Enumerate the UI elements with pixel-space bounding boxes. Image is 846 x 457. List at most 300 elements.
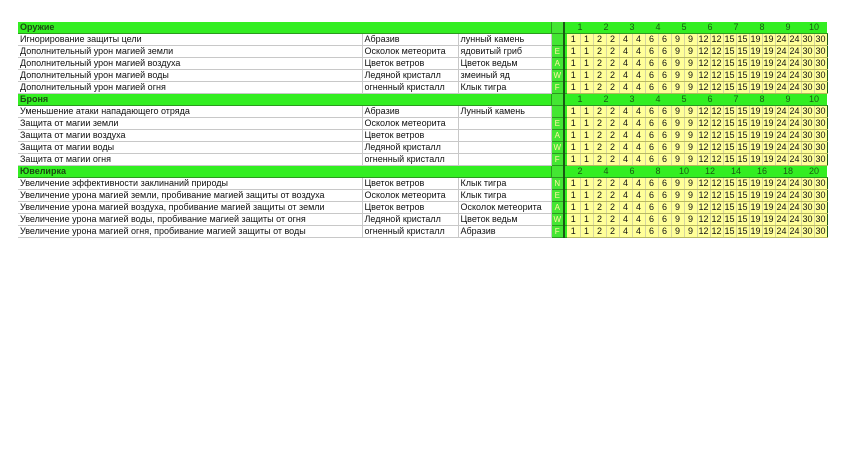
level-value-cell[interactable]: 6 [658,202,671,214]
level-header-number[interactable]: 9 [775,94,801,106]
level-value-cell[interactable]: 30 [802,34,813,44]
level-value-cell[interactable]: 9 [671,82,684,94]
level-value-cell[interactable]: 9 [684,58,697,70]
level-value-cell[interactable]: 30 [815,130,826,140]
level-value-cell[interactable]: 2 [593,202,606,214]
level-value-cell[interactable]: 12 [698,118,709,128]
level-value-cell[interactable]: 30 [815,190,826,200]
level-value-cell[interactable]: 2 [606,34,619,46]
level-value-cell[interactable]: 12 [698,226,709,236]
material-1-cell[interactable]: Осколок метеорита [362,190,458,202]
level-header-number[interactable]: 10 [671,166,697,178]
level-value-cell[interactable]: 4 [619,154,632,166]
level-value-cell[interactable]: 24 [789,190,800,200]
level-value-cell[interactable]: 2 [606,142,619,154]
level-value-cell[interactable]: 19 [763,70,774,80]
level-header-number[interactable]: 1 [567,22,593,34]
level-value-cell[interactable]: 1 [580,130,593,142]
material-2-cell[interactable]: змеиный яд [458,70,551,82]
level-value-cell[interactable]: 2 [593,106,606,118]
level-value-cell[interactable]: 15 [724,34,735,44]
level-value-cell[interactable]: 1 [567,118,580,130]
level-value-cell[interactable]: 19 [750,142,761,152]
level-value-cell[interactable]: 19 [750,106,761,116]
level-value-cell[interactable]: 30 [802,130,813,140]
level-value-cell[interactable]: 24 [776,226,787,236]
level-value-cell[interactable]: 2 [606,178,619,190]
level-value-cell[interactable]: 15 [724,106,735,116]
level-header-number[interactable]: 18 [775,166,801,178]
material-1-cell[interactable]: огненный кристалл [362,82,458,94]
level-value-cell[interactable]: 19 [763,154,774,164]
level-value-cell[interactable]: 9 [671,58,684,70]
level-value-cell[interactable]: 4 [632,142,645,154]
level-value-cell[interactable]: 1 [580,190,593,202]
level-value-cell[interactable]: 1 [567,46,580,58]
level-value-cell[interactable]: 12 [698,58,709,68]
level-value-cell[interactable]: 24 [789,202,800,212]
level-value-cell[interactable]: 30 [815,70,826,80]
level-value-cell[interactable]: 12 [711,34,722,44]
level-value-cell[interactable]: 24 [776,130,787,140]
level-value-cell[interactable]: 15 [724,202,735,212]
bonus-name-cell[interactable]: Увеличение эффективности заклинаний природы [18,178,362,190]
level-value-cell[interactable]: 1 [567,82,580,94]
level-value-cell[interactable]: 24 [789,130,800,140]
level-value-cell[interactable]: 19 [750,46,761,56]
level-value-cell[interactable]: 9 [671,118,684,130]
level-value-cell[interactable]: 15 [737,46,748,56]
level-value-cell[interactable]: 2 [593,46,606,58]
level-value-cell[interactable]: 19 [763,214,774,224]
level-value-cell[interactable]: 1 [580,202,593,214]
level-value-cell[interactable]: 15 [737,142,748,152]
level-value-cell[interactable]: 6 [645,82,658,94]
level-value-cell[interactable]: 2 [606,58,619,70]
level-header-number[interactable]: 4 [645,94,671,106]
level-value-cell[interactable]: 4 [619,130,632,142]
level-value-cell[interactable]: 15 [724,46,735,56]
level-value-cell[interactable]: 19 [763,190,774,200]
level-value-cell[interactable]: 30 [815,46,826,56]
level-value-cell[interactable]: 2 [593,58,606,70]
level-value-cell[interactable]: 4 [632,46,645,58]
level-value-cell[interactable]: 12 [711,58,722,68]
level-header-number[interactable]: 9 [775,22,801,34]
material-2-cell[interactable]: ядовитый гриб [458,46,551,58]
level-value-cell[interactable]: 2 [593,82,606,94]
level-value-cell[interactable]: 4 [619,226,632,238]
level-header-number[interactable]: 16 [749,166,775,178]
level-value-cell[interactable]: 1 [580,118,593,130]
level-value-cell[interactable]: 6 [658,82,671,94]
level-value-cell[interactable]: 6 [658,142,671,154]
bonus-name-cell[interactable]: Увеличение урона магией воды, пробивание магией защиты от огня [18,214,362,226]
level-value-cell[interactable]: 1 [580,34,593,46]
level-value-cell[interactable]: 9 [684,70,697,82]
level-value-cell[interactable]: 9 [671,46,684,58]
level-header-number[interactable]: 10 [801,22,827,34]
level-value-cell[interactable]: 1 [567,106,580,118]
level-value-cell[interactable]: 1 [580,58,593,70]
level-value-cell[interactable]: 4 [632,226,645,238]
level-header-number[interactable]: 8 [749,22,775,34]
level-value-cell[interactable]: 2 [606,214,619,226]
level-value-cell[interactable]: 4 [632,202,645,214]
level-value-cell[interactable]: 19 [750,70,761,80]
level-value-cell[interactable]: 19 [763,34,774,44]
bonus-name-cell[interactable]: Увеличение урона магией огня, пробивание магией защиты от воды [18,226,362,238]
level-value-cell[interactable]: 12 [698,190,709,200]
level-value-cell[interactable]: 30 [802,190,813,200]
material-2-cell[interactable] [458,154,551,166]
level-value-cell[interactable]: 6 [645,190,658,202]
level-value-cell[interactable]: 6 [658,190,671,202]
level-value-cell[interactable]: 30 [815,154,826,164]
level-value-cell[interactable]: 24 [776,106,787,116]
level-value-cell[interactable]: 4 [632,130,645,142]
material-1-cell[interactable]: огненный кристалл [362,154,458,166]
level-value-cell[interactable]: 6 [645,130,658,142]
level-value-cell[interactable]: 24 [776,34,787,44]
level-value-cell[interactable]: 12 [711,178,722,188]
level-value-cell[interactable]: 9 [684,214,697,226]
level-value-cell[interactable]: 9 [671,70,684,82]
level-value-cell[interactable]: 24 [789,178,800,188]
level-value-cell[interactable]: 9 [684,34,697,46]
level-value-cell[interactable]: 1 [580,46,593,58]
level-value-cell[interactable]: 6 [658,178,671,190]
level-header-number[interactable]: 8 [645,166,671,178]
level-value-cell[interactable]: 4 [619,82,632,94]
level-header-number[interactable]: 7 [723,22,749,34]
level-value-cell[interactable]: 6 [658,130,671,142]
element-letter-cell[interactable]: F [551,226,564,238]
level-value-cell[interactable]: 1 [567,130,580,142]
level-value-cell[interactable]: 19 [750,118,761,128]
level-value-cell[interactable]: 1 [567,58,580,70]
level-value-cell[interactable]: 24 [776,214,787,224]
level-header-number[interactable]: 2 [593,94,619,106]
level-value-cell[interactable]: 30 [815,178,826,188]
level-value-cell[interactable]: 9 [684,82,697,94]
level-value-cell[interactable]: 6 [658,226,671,238]
level-value-cell[interactable]: 4 [619,106,632,118]
level-value-cell[interactable]: 24 [789,214,800,224]
level-value-cell[interactable]: 4 [632,70,645,82]
level-value-cell[interactable]: 30 [802,58,813,68]
bonus-name-cell[interactable]: Защита от магии земли [18,118,362,130]
level-value-cell[interactable]: 1 [580,106,593,118]
level-value-cell[interactable]: 15 [737,106,748,116]
material-2-cell[interactable]: лунный камень [458,34,551,46]
level-value-cell[interactable]: 1 [580,70,593,82]
bonus-name-cell[interactable]: Увеличение урона магией воздуха, пробивание магией защиты от земли [18,202,362,214]
level-value-cell[interactable]: 24 [789,82,800,92]
bonus-name-cell[interactable]: Увеличение урона магией земли, пробивание магией защиты от воздуха [18,190,362,202]
material-2-cell[interactable]: Клык тигра [458,82,551,94]
level-header-number[interactable]: 8 [749,94,775,106]
level-value-cell[interactable]: 1 [567,202,580,214]
level-value-cell[interactable]: 12 [698,154,709,164]
level-value-cell[interactable]: 6 [658,58,671,70]
level-value-cell[interactable]: 15 [724,226,735,236]
level-value-cell[interactable]: 4 [619,142,632,154]
level-value-cell[interactable]: 30 [815,118,826,128]
level-value-cell[interactable]: 19 [750,34,761,44]
bonus-name-cell[interactable]: Уменьшение атаки нападающего отряда [18,106,362,118]
level-value-cell[interactable]: 2 [606,46,619,58]
level-value-cell[interactable]: 24 [776,118,787,128]
level-value-cell[interactable]: 4 [619,118,632,130]
level-value-cell[interactable]: 19 [750,130,761,140]
level-value-cell[interactable]: 6 [658,214,671,226]
level-value-cell[interactable]: 2 [593,118,606,130]
level-value-cell[interactable]: 4 [632,178,645,190]
element-letter-cell[interactable]: F [551,82,564,94]
level-value-cell[interactable]: 4 [619,34,632,46]
level-value-cell[interactable]: 9 [671,226,684,238]
level-value-cell[interactable]: 6 [658,70,671,82]
level-value-cell[interactable]: 9 [671,190,684,202]
level-value-cell[interactable]: 6 [645,178,658,190]
level-value-cell[interactable]: 6 [645,154,658,166]
level-value-cell[interactable]: 6 [658,34,671,46]
level-value-cell[interactable]: 30 [815,226,826,236]
level-value-cell[interactable]: 30 [802,226,813,236]
element-letter-cell[interactable]: W [551,70,564,82]
level-value-cell[interactable]: 9 [684,142,697,154]
level-value-cell[interactable]: 12 [711,202,722,212]
level-value-cell[interactable]: 4 [632,190,645,202]
level-value-cell[interactable]: 15 [724,58,735,68]
level-value-cell[interactable]: 30 [815,58,826,68]
level-header-number[interactable]: 5 [671,22,697,34]
level-value-cell[interactable]: 2 [606,226,619,238]
level-value-cell[interactable]: 12 [711,46,722,56]
section-title[interactable]: Ювелирка [18,166,551,178]
level-header-number[interactable]: 20 [801,166,827,178]
level-value-cell[interactable]: 1 [567,142,580,154]
level-value-cell[interactable]: 19 [750,226,761,236]
level-value-cell[interactable]: 12 [711,130,722,140]
level-value-cell[interactable]: 12 [711,214,722,224]
section-title[interactable]: Оружие [18,22,551,34]
material-1-cell[interactable]: Абразив [362,34,458,46]
level-value-cell[interactable]: 24 [789,46,800,56]
level-value-cell[interactable]: 19 [763,106,774,116]
level-value-cell[interactable]: 30 [802,106,813,116]
level-value-cell[interactable]: 24 [789,34,800,44]
level-value-cell[interactable]: 6 [658,118,671,130]
level-header-number[interactable]: 3 [619,94,645,106]
level-value-cell[interactable]: 6 [658,106,671,118]
level-value-cell[interactable]: 1 [567,226,580,238]
level-value-cell[interactable]: 12 [698,34,709,44]
level-value-cell[interactable]: 2 [606,118,619,130]
level-value-cell[interactable]: 6 [645,214,658,226]
level-value-cell[interactable]: 9 [671,214,684,226]
section-letter-cell[interactable] [551,166,564,178]
level-value-cell[interactable]: 2 [593,190,606,202]
level-value-cell[interactable]: 30 [802,142,813,152]
bonus-name-cell[interactable]: Игнорирование защиты цели [18,34,362,46]
level-value-cell[interactable]: 15 [737,34,748,44]
level-value-cell[interactable]: 24 [789,142,800,152]
bonus-name-cell[interactable]: Дополнительный урон магией земли [18,46,362,58]
level-value-cell[interactable]: 6 [645,34,658,46]
level-value-cell[interactable]: 2 [606,190,619,202]
level-value-cell[interactable]: 24 [776,70,787,80]
level-value-cell[interactable]: 24 [776,46,787,56]
level-value-cell[interactable]: 30 [815,142,826,152]
level-value-cell[interactable]: 19 [750,154,761,164]
bonus-name-cell[interactable]: Дополнительный урон магией воздуха [18,58,362,70]
material-2-cell[interactable] [458,118,551,130]
level-value-cell[interactable]: 30 [802,118,813,128]
level-value-cell[interactable]: 2 [593,154,606,166]
level-value-cell[interactable]: 9 [671,106,684,118]
level-value-cell[interactable]: 15 [724,190,735,200]
level-value-cell[interactable]: 24 [789,70,800,80]
level-value-cell[interactable]: 9 [684,154,697,166]
level-value-cell[interactable]: 24 [776,154,787,164]
level-value-cell[interactable]: 15 [724,178,735,188]
level-value-cell[interactable]: 12 [698,46,709,56]
level-value-cell[interactable]: 19 [750,202,761,212]
level-value-cell[interactable]: 19 [763,130,774,140]
level-value-cell[interactable]: 30 [802,70,813,80]
level-value-cell[interactable]: 12 [711,82,722,92]
level-value-cell[interactable]: 15 [737,214,748,224]
level-value-cell[interactable]: 4 [632,118,645,130]
level-value-cell[interactable]: 15 [737,70,748,80]
bonus-name-cell[interactable]: Дополнительный урон магией огня [18,82,362,94]
level-value-cell[interactable]: 30 [815,214,826,224]
level-value-cell[interactable]: 15 [737,130,748,140]
level-header-number[interactable]: 10 [801,94,827,106]
level-value-cell[interactable]: 30 [802,82,813,92]
level-value-cell[interactable]: 4 [632,34,645,46]
level-value-cell[interactable]: 1 [567,34,580,46]
level-value-cell[interactable]: 15 [737,82,748,92]
material-2-cell[interactable]: Цветок ведьм [458,58,551,70]
level-value-cell[interactable]: 2 [593,70,606,82]
level-value-cell[interactable]: 15 [737,58,748,68]
level-value-cell[interactable]: 9 [671,34,684,46]
level-header-number[interactable]: 1 [567,94,593,106]
level-value-cell[interactable]: 12 [698,82,709,92]
level-value-cell[interactable]: 12 [698,214,709,224]
level-value-cell[interactable]: 9 [684,46,697,58]
level-header-number[interactable]: 12 [697,166,723,178]
level-value-cell[interactable]: 4 [632,82,645,94]
bonus-name-cell[interactable]: Защита от магии огня [18,154,362,166]
level-value-cell[interactable]: 15 [724,214,735,224]
level-value-cell[interactable]: 15 [737,226,748,236]
level-value-cell[interactable]: 12 [711,190,722,200]
material-2-cell[interactable] [458,130,551,142]
section-letter-cell[interactable] [551,22,564,34]
level-value-cell[interactable]: 4 [632,214,645,226]
level-value-cell[interactable]: 12 [711,118,722,128]
level-value-cell[interactable]: 4 [619,58,632,70]
level-value-cell[interactable]: 4 [632,154,645,166]
level-value-cell[interactable]: 24 [776,202,787,212]
level-value-cell[interactable]: 24 [776,142,787,152]
level-value-cell[interactable]: 9 [684,190,697,202]
level-value-cell[interactable]: 15 [724,118,735,128]
material-2-cell[interactable]: Абразив [458,226,551,238]
level-value-cell[interactable]: 2 [606,154,619,166]
level-value-cell[interactable]: 1 [567,214,580,226]
level-value-cell[interactable]: 19 [763,226,774,236]
level-value-cell[interactable]: 12 [698,106,709,116]
level-value-cell[interactable]: 19 [763,58,774,68]
level-value-cell[interactable]: 12 [698,202,709,212]
level-value-cell[interactable]: 15 [724,142,735,152]
level-value-cell[interactable]: 19 [763,202,774,212]
level-value-cell[interactable]: 30 [815,106,826,116]
level-value-cell[interactable]: 1 [567,190,580,202]
level-value-cell[interactable]: 12 [711,142,722,152]
level-value-cell[interactable]: 9 [684,202,697,214]
level-value-cell[interactable]: 9 [684,178,697,190]
level-value-cell[interactable]: 12 [711,226,722,236]
material-2-cell[interactable]: Осколок метеорита [458,202,551,214]
level-value-cell[interactable]: 24 [789,106,800,116]
level-value-cell[interactable]: 6 [645,226,658,238]
level-value-cell[interactable]: 2 [606,82,619,94]
material-1-cell[interactable]: Цветок ветров [362,202,458,214]
level-value-cell[interactable]: 9 [671,142,684,154]
level-value-cell[interactable]: 15 [737,118,748,128]
level-value-cell[interactable]: 24 [789,154,800,164]
level-value-cell[interactable]: 9 [684,130,697,142]
level-value-cell[interactable]: 24 [776,58,787,68]
level-value-cell[interactable]: 9 [684,226,697,238]
level-header-number[interactable]: 5 [671,94,697,106]
level-value-cell[interactable]: 12 [698,142,709,152]
level-value-cell[interactable]: 2 [593,142,606,154]
level-value-cell[interactable]: 4 [632,106,645,118]
level-value-cell[interactable]: 6 [645,142,658,154]
level-value-cell[interactable]: 15 [737,178,748,188]
level-value-cell[interactable]: 30 [815,34,826,44]
level-value-cell[interactable]: 2 [606,130,619,142]
level-value-cell[interactable]: 2 [593,130,606,142]
material-1-cell[interactable]: Цветок ветров [362,130,458,142]
level-value-cell[interactable]: 30 [802,214,813,224]
level-value-cell[interactable]: 15 [737,154,748,164]
level-value-cell[interactable]: 6 [645,202,658,214]
level-value-cell[interactable]: 19 [750,178,761,188]
level-value-cell[interactable]: 2 [606,70,619,82]
material-2-cell[interactable]: Клык тигра [458,178,551,190]
level-value-cell[interactable]: 1 [580,154,593,166]
level-value-cell[interactable]: 19 [763,82,774,92]
level-value-cell[interactable]: 15 [724,82,735,92]
element-letter-cell[interactable] [551,106,564,118]
element-letter-cell[interactable]: A [551,202,564,214]
level-value-cell[interactable]: 9 [671,178,684,190]
level-header-number[interactable]: 7 [723,94,749,106]
level-value-cell[interactable]: 6 [645,106,658,118]
element-letter-cell[interactable]: E [551,190,564,202]
level-value-cell[interactable]: 9 [684,106,697,118]
level-value-cell[interactable]: 30 [802,46,813,56]
level-value-cell[interactable]: 1 [580,142,593,154]
